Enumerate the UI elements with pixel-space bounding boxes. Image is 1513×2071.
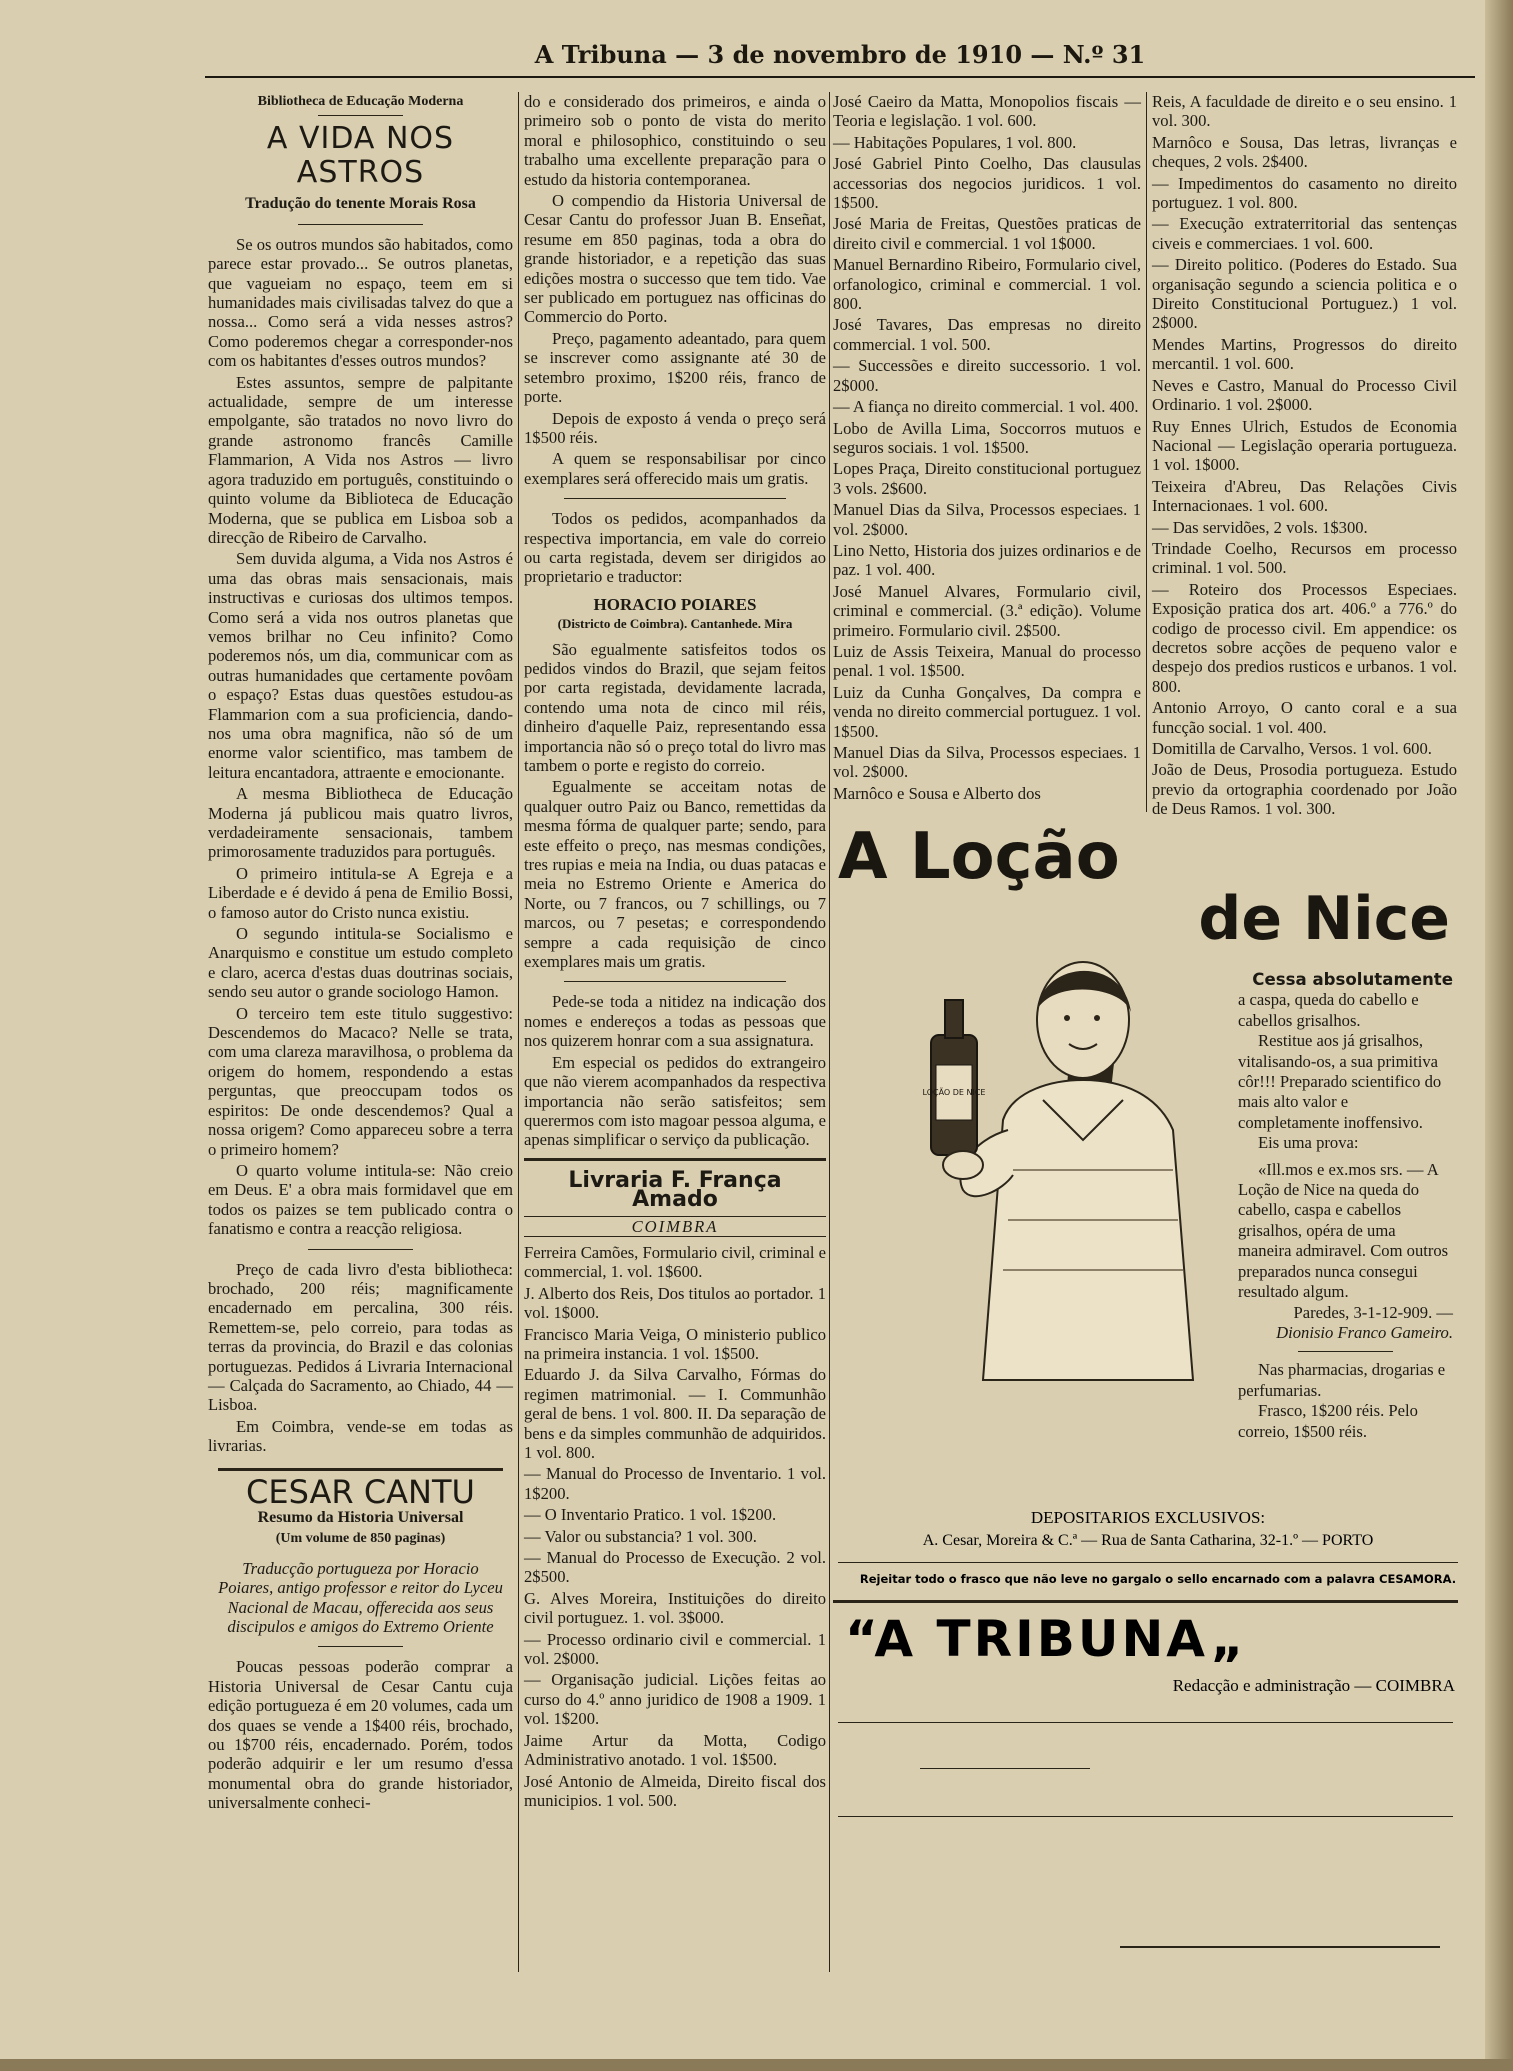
book-entry: — O Inventario Pratico. 1 vol. 1$200. (524, 1505, 777, 1525)
book-entry: — Successões e direito successorio. 1 vol. 2$000. (833, 356, 1141, 395)
ad-proof: Eis uma prova: (1258, 1133, 1359, 1153)
ad-signature: Dionisio Franco Gameiro. (1276, 1322, 1453, 1342)
paragraph: Depois de exposto á venda o preço será 1$500 réis. (524, 408, 826, 447)
bookshop-title: Livraria F. França Amado (568, 1167, 782, 1213)
book-entry: — Execução extraterritorial das sentenças civeis e commerciaes. 1 vol. 600. (1152, 214, 1457, 253)
ad-title-line2: de Nice (1198, 884, 1450, 954)
column-3 (833, 92, 1141, 817)
bookshop-city: COIMBRA (524, 1216, 826, 1237)
book-entry: — Direito politico. (Poderes do Estado. Sua organisação segundo a sciencia politica e o Direito Constitucional Portuguez.) 1 vol. 2$000. (1152, 255, 1457, 333)
advertisement-locao-de-nice (838, 820, 1458, 1600)
book-entry: Mendes Martins, Progressos do direito mercantil. 1 vol. 600. (1152, 334, 1457, 374)
book-entry: Jaime Artur da Motta, Codigo Administrativo anotado. 1 vol. 1$500. (524, 1730, 826, 1770)
paragraph: Preço de cada livro d'esta bibliotheca: brochado, 200 réis; magnificamente encadernado em percalina, 300 réis. Remettem-se, pelo correio, para todas as terras da provincia, do Brazil e das colonias portuguezas. Pedidos á Livraria Internacional — Calçada do Sacramento, ao Chiado, 44 — Lisboa. (208, 1259, 513, 1415)
divider (298, 224, 423, 225)
book-entry: Marnôco e Sousa e Alberto dos (833, 783, 1041, 803)
book-entry: José Antonio de Almeida, Direito fiscal dos municipios. 1 vol. 500. (524, 1771, 826, 1810)
tribuna-title: “A TRIBUNA„ (845, 1610, 1247, 1668)
blank-line (1120, 1946, 1440, 1948)
ad-depositarios-address: A. Cesar, Moreira & C.ª — Rua de Santa Catharina, 32-1.º — PORTO (922, 1532, 1374, 1549)
ad-letter: «Ill.mos e ex.mos srs. — A Loção de Nice na queda do cabello, caspa e cabellos grisalhos, opéra de uma maneira admiravel. Com outros preparados nunca consegui resultado algum. (1238, 1159, 1449, 1302)
book-entry: G. Alves Moreira, Instituições do direito civil portuguez. 1. vol. 3$000. (524, 1588, 826, 1628)
ad-sale: Nas pharmacias, drogarias e perfumarias. (1238, 1360, 1446, 1400)
book-entry: Domitilla de Carvalho, Versos. 1 vol. 600. (1152, 739, 1432, 758)
book-entry: Manuel Dias da Silva, Processos especiaes. 1 vol. 2$000. (833, 500, 1141, 539)
book-entry: J. Alberto dos Reis, Dos titulos ao portador. 1 vol. 1$000. (524, 1283, 826, 1323)
ad-body (1238, 970, 1453, 1442)
divider (1298, 1351, 1393, 1352)
book-entry: Reis, A faculdade de direito e o seu ensino. 1 vol. 300. (1152, 92, 1457, 131)
paragraph: do e considerado dos primeiros, e ainda o primeiro sob o ponto de vista do merito moral e philosophico, constituindo o seu trabalho uma excellente preparação para o estudo da historia contemporanea. (524, 92, 826, 189)
book-entry: José Caeiro da Matta, Monopolios fiscais — Teoria e legislação. 1 vol. 600. (833, 92, 1141, 131)
column-1 (208, 92, 514, 1813)
book-entry: Manuel Bernardino Ribeiro, Formulario civel, orfanologico, criminal e commercial. 1 vol. 800. (833, 255, 1141, 314)
book-list (524, 1243, 826, 1810)
divider (218, 1468, 503, 1471)
book-entry: Lino Netto, Historia dos juizes ordinarios e de paz. 1 vol. 400. (833, 540, 1141, 580)
column-2 (524, 92, 826, 1977)
tribuna-subtitle: Redacção e administração — COIMBRA (1172, 1676, 1455, 1695)
column-rule-3 (1146, 92, 1147, 812)
section-label: Bibliotheca de Educação Moderna (257, 94, 464, 109)
paragraph: O segundo intitula-se Socialismo e Anarquismo e constitue um estudo completo e claro, acerca d'estas duas doutrinas sociais, sendo seu autor o grande sociologo Hamon. (208, 924, 513, 1002)
book-entry: — Organisação judicial. Lições feitas ao curso do 4.º anno juridico de 1908 a 1909. 1 vol. 1$200. (524, 1670, 826, 1729)
ad-lead: Cessa absolutamente (1252, 970, 1453, 989)
book-entry: Lobo de Avilla Lima, Soccorros mutuos e seguros sociais. 1 vol. 1$500. (833, 418, 1141, 457)
book-entry: Francisco Maria Veiga, O ministerio publico na primeira instancia. 1 vol. 1$500. (524, 1324, 826, 1363)
ad-text-2: Restitue aos já grisalhos, vitalisando-os, a sua primitiva côr!!! Preparado scientifico do mais alto valor e completamente inoffensivo. (1238, 1031, 1442, 1132)
column-rule-2 (829, 92, 830, 1972)
ad-place-date: Paredes, 3-1-12-909. — (1293, 1302, 1453, 1322)
divider (318, 1646, 403, 1647)
paragraph: São egualmente satisfeitos todos os pedidos vindos do Brazil, que sejam feitos por carta registada, devidamente lacrada, contendo uma nota de cinco mil réis, dinheiro d'aquelle Paiz, representando essa importancia não só o preço total do livro mas tambem o porte e registo do correio. (524, 639, 826, 775)
book-entry: — Processo ordinario civil e commercial. 1 vol. 2$000. (524, 1629, 826, 1669)
book-entry: — Habitações Populares, 1 vol. 800. (833, 132, 1077, 152)
paragraph: O primeiro intitula-se A Egreja e a Liberdade e é devido á pena de Emilio Bossi, o famoso autor do Cristo nunca existiu. (208, 863, 513, 922)
book-entry: — Das servidões, 2 vols. 1$300. (1152, 517, 1368, 537)
book-entry: Luiz da Cunha Gonçalves, Da compra e venda no direito commercial portuguez. 1 vol. 1$500. (833, 682, 1141, 741)
paragraph: A mesma Bibliotheca de Educação Moderna já publicou mais quatro livros, verdadeiramente sensacionais, tambem primorosamente traduzidos para português. (208, 784, 513, 862)
book-entry: Antonio Arroyo, O canto coral e a sua funcção social. 1 vol. 400. (1152, 698, 1457, 737)
column-4 (1152, 92, 1457, 817)
publisher-name: HORACIO POIARES (593, 594, 757, 614)
book-entry: José Tavares, Das empresas no direito commercial. 1 vol. 500. (833, 315, 1141, 354)
paragraph: Em Coimbra, vende-se em todas as livrarias. (208, 1416, 513, 1456)
paragraph: Poucas pessoas poderão comprar a Historia Universal de Cesar Cantu cuja edição portugueza é em 20 volumes, cada um dos quaes se vende a 1$400 réis, brochado, ou 1$700 réis, encadernado. Porém, todos poderão adquirir e ler um resumo d'essa monumental obra do grande historiador, universalmente conheci- (208, 1657, 513, 1813)
book-entry: José Maria de Freitas, Questões praticas de direito civil e commercial. 1 vol 1$000. (833, 214, 1141, 253)
ad-title-line1: A Loção (838, 820, 1120, 894)
book-entry: — A fiança no direito commercial. 1 vol. 400. (833, 397, 1139, 417)
book-entry: Teixeira d'Abreu, Das Relações Civis Internacionaes. 1 vol. 600. (1152, 476, 1457, 516)
book-entry: Ferreira Camões, Formulario civil, criminal e commercial, 1. vol. 1$600. (524, 1242, 826, 1282)
book-entry: — Manual do Processo de Inventario. 1 vol. 1$200. (524, 1464, 826, 1503)
divider (524, 1158, 826, 1161)
book-entry: Manuel Dias da Silva, Processos especiaes. 1 vol. 2$000. (833, 743, 1141, 782)
page-edge-right (1485, 0, 1513, 2071)
publisher-address: (Districto de Coimbra). Cantanhede. Mira (557, 616, 793, 632)
book-entry: — Valor ou substancia? 1 vol. 300. (524, 1526, 757, 1546)
article-title: A VIDA NOS ASTROS (266, 121, 455, 191)
divider (318, 115, 403, 116)
bottle-label: LOÇÃO DE NICE (922, 1088, 986, 1097)
paragraph: O quarto volume intitula-se: Não creio em Deus. E' a obra mais formidavel que em todos os paizes se tem publicado contra o fanatismo e contra a reacção religiosa. (208, 1160, 513, 1239)
divider (564, 498, 786, 499)
paragraph: Todos os pedidos, acompanhados da respectiva importancia, em vale do correio ou carta registada, devem ser dirigidos ao proprietario e traductor: (524, 509, 826, 587)
book-entry: Ruy Ennes Ulrich, Estudos de Economia Nacional — Legislação operaria portugueza. 1 vol. 1$000. (1152, 416, 1457, 475)
ad-reject-warning: Rejeitar todo o frasco que não leve no gargalo o sello encarnado com a palavra CESAMORA. (859, 1572, 1457, 1586)
paragraph: Estes assuntos, sempre de palpitante actualidade, sempre de um interesse empolgante, são tratados no novo livro do grande astronomo francês Camille Flammarion, A Vida nos Astros — livro agora traduzido em português, constituindo o quinto volume da Biblioteca de Educação Moderna, que se publica em Lisboa sob a direcção de Ribeiro de Carvalho. (208, 372, 513, 547)
divider (838, 1816, 1453, 1817)
divider (308, 1249, 413, 1250)
header-rule (205, 76, 1475, 78)
book-entry: Eduardo J. da Silva Carvalho, Fórmas do regimen matrimonial. — I. Communhão geral de bens. 1 vol. 800. II. Da separação de bens e da simples communhão de adquiridos. 1 vol. 800. (524, 1365, 826, 1462)
book-entry: — Manual do Processo de Execução. 2 vol. 2$500. (524, 1548, 826, 1587)
cesar-cantu-volume: (Um volume de 850 paginas) (275, 1531, 446, 1547)
book-entry: Neves e Castro, Manual do Processo Civil Ordinario. 1 vol. 2$000. (1152, 375, 1457, 415)
paragraph: Egualmente se acceitam notas de qualquer outro Paiz ou Banco, remettidas da mesma fórma de qualquer parte; sendo, para este effeito o preço, nas mesmas condições, tres rupias e meia na India, ou duas patacas e meia no Estremo Oriente e America do Norte, ou 7 francos, ou 7 schillings, ou 7 marcos, ou 7 pesetas; e correspondendo sempre a cada requisição de cinco exemplares mais um gratis. (524, 777, 826, 972)
article-subtitle: Tradução do tenente Morais Rosa (245, 195, 476, 213)
paragraph: Sem duvida alguma, a Vida nos Astros é uma das obras mais sensacionais, mais instructivas e curiosas dos ultimos tempos. Como será a vida nos outros planetas que vemos brilhar no Ceu infinito? Como poderemos nós, um dia, communicar com as outras humanidades que certamente povôam o espaço? Estas duas questões estudou-as Flammarion com a sua proficiencia, dando-nos uma obra magnifica, não só de um enorme valor scientifico, mas tambem de leitura encantadora, attraente e emocionante. (208, 549, 513, 782)
book-entry: — Impedimentos do casamento no direito portuguez. 1 vol. 800. (1152, 173, 1457, 213)
column-rule-1 (518, 92, 519, 1972)
paragraph: Se os outros mundos são habitados, como parece estar provado... Se outros planetas, que vagueiam no espaço, teem em si humanidades mais civilisadas talvez do que a nossa... Como será a vida nesses astros? Como poderemos chegar a corresponder-nos com os habitantes d'esses outros mundos? (208, 234, 514, 371)
cesar-cantu-title: CESAR CANTU (246, 1472, 475, 1511)
divider (838, 1562, 1458, 1563)
cesar-cantu-subtitle: Resumo da Historia Universal (257, 1509, 464, 1526)
divider (838, 1722, 1453, 1723)
book-entry: Luiz de Assis Teixeira, Manual do processo penal. 1 vol. 1$500. (833, 641, 1141, 681)
paragraph: A quem se responsabilisar por cinco exemplares será offerecido mais um gratis. (524, 449, 826, 488)
book-entry: — Roteiro dos Processos Especiaes. Exposição pratica dos art. 406.º a 776.º do codigo de processo civil. Em appendice: os decretos sobre acções de pequeno valor e despejo dos predios rusticos e urbanos. 1 vol. 800. (1152, 579, 1457, 696)
page-edge-bottom (0, 2059, 1513, 2071)
page-header: A Tribuna — 3 de novembro de 1910 — N.º 31 (534, 40, 1146, 69)
paragraph: Em especial os pedidos do extrangeiro que não vierem acompanhados da respectiva importancia não serão satisfeitos; sem querermos com isto magoar pessoa alguma, e apenas simplificar o serviço da publicação. (524, 1052, 826, 1150)
woman-with-bottle-illustration (893, 940, 1253, 1380)
ad-depositarios: DEPOSITARIOS EXCLUSIVOS: (1030, 1508, 1266, 1527)
translation-note: Traducção portugueza por Horacio Poiares, antigo professor e reitor do Lyceu Nacional de Macau, offerecida aos seus discipulos e amigos do Extremo Oriente (218, 1558, 503, 1637)
paragraph: O compendio da Historia Universal de Cesar Cantu do professor Juan B. Enseñat, resume em 850 paginas, toda a obra do grande historiador, e a repetição das suas edições mostra o successo que tem tido. Vae ser publicado em portuguez nas officinas do Commercio do Porto. (524, 191, 826, 327)
book-entry: José Gabriel Pinto Coelho, Das clausulas accessorias dos negocios juridicos. 1 vol. 1$500. (833, 154, 1141, 213)
paragraph: O terceiro tem este titulo suggestivo: Descendemos do Macaco? Nelle se trata, com uma clareza maravilhosa, o problema da origem do homem, respondendo a estas perguntas, que preoccupam todos os espiritos: De onde descendemos? Qual a nossa origem? Como appareceu sobre a terra o primeiro homem? (208, 1003, 513, 1159)
paragraph: Preço, pagamento adeantado, para quem se inscrever como assignante até 30 de setembro proximo, 1$200 réis, franco de porte. (524, 328, 826, 407)
book-entry: José Manuel Alvares, Formulario civil, criminal e commercial. (3.ª edição). Volume primeiro. Formulario civil. 2$500. (833, 581, 1141, 640)
tribuna-masthead (835, 1610, 1455, 1696)
divider (564, 981, 786, 982)
book-entry: Lopes Praça, Direito constitucional portuguez 3 vols. 2$600. (833, 459, 1141, 498)
ad-text-1: a caspa, queda do cabello e cabellos grisalhos. (1238, 990, 1419, 1030)
ad-price: Frasco, 1$200 réis. Pelo correio, 1$500 réis. (1238, 1401, 1418, 1441)
blank-line (920, 1768, 1090, 1769)
book-entry: Marnôco e Sousa, Das letras, livranças e cheques, 2 vols. 2$400. (1152, 132, 1457, 172)
book-entry: João de Deus, Prosodia portugueza. Estudo previo da ortographia coordenado por João de Deus Ramos. 1 vol. 300. (1152, 760, 1457, 819)
divider (833, 1600, 1458, 1603)
paragraph: Pede-se toda a nitidez na indicação dos nomes e endereços a todas as pessoas que nos quizerem honrar com a sua assignatura. (524, 992, 826, 1051)
book-entry: Trindade Coelho, Recursos em processo criminal. 1 vol. 500. (1152, 538, 1457, 578)
